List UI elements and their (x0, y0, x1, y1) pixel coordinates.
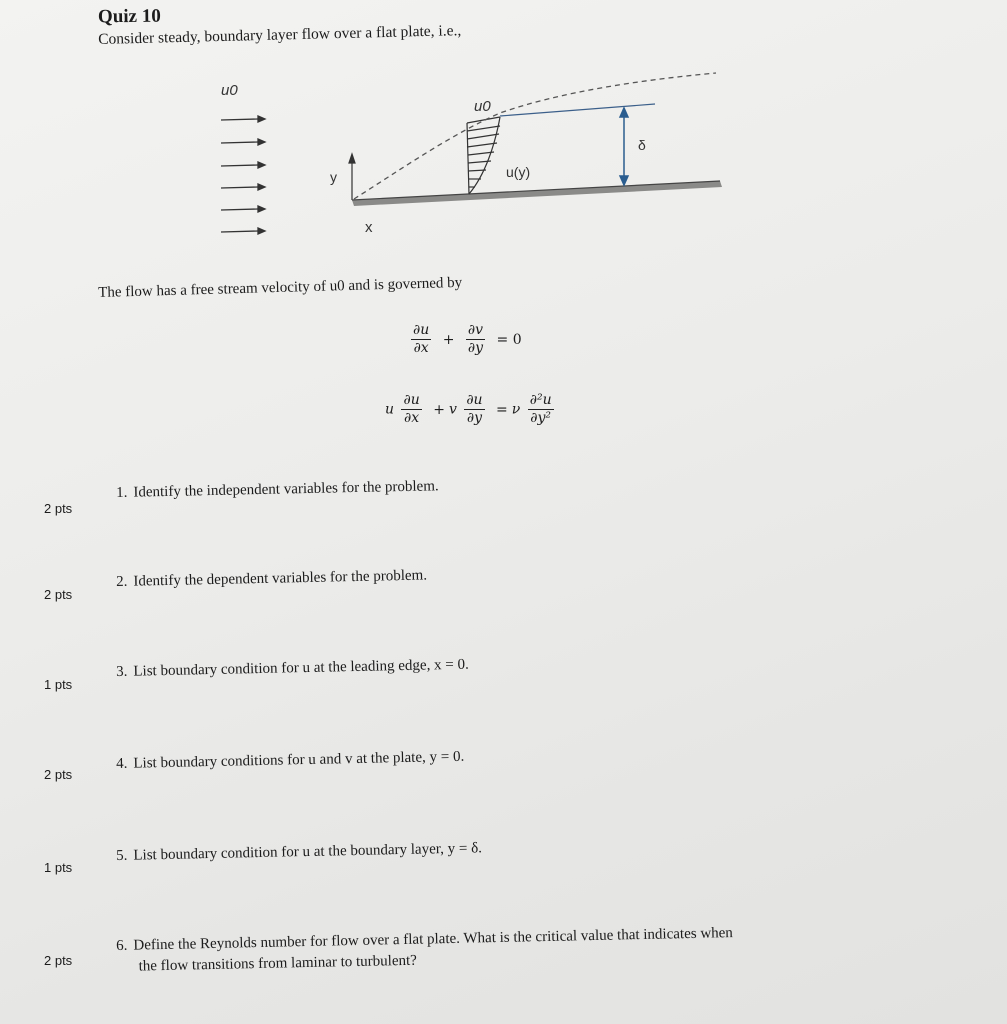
flat-plate (352, 181, 722, 206)
question-2 (116, 557, 916, 591)
question-number: 4. (116, 755, 128, 772)
continuity-equation: $\frac{\partial u}{\partial x}$ + $\frac{\partial v}{\partial y}$ = 0 (413, 322, 522, 356)
question-text: Define the Reynolds number for flow over a flat plate. What is the critical value that indicates when (133, 925, 734, 954)
question-text: Identify the dependent variables for the problem. (133, 567, 428, 590)
delta-arrow (620, 108, 628, 185)
delta-label: δ (638, 137, 646, 153)
intro-text: Consider steady, boundary layer flow over a flat plate, i.e., (98, 22, 462, 48)
question-4 (116, 739, 916, 773)
boundary-layer-edge (354, 73, 716, 199)
question-3 (116, 647, 916, 681)
question-number: 6. (116, 937, 128, 954)
u0-left-label: u0 (221, 82, 238, 99)
question-text: List boundary conditions for u and v at the plate, y = 0. (133, 748, 465, 772)
y-axis-label: y (330, 169, 337, 185)
free-stream-arrows (221, 116, 265, 234)
u-of-y-label: u(y) (506, 164, 531, 180)
points-label-2: 2 pts (44, 587, 73, 602)
question-5 (116, 831, 916, 865)
question-text: List boundary condition for u at the boundary layer, y = δ. (133, 840, 483, 864)
flow-description: The flow has a free stream velocity of u0 and is governed by (98, 274, 463, 301)
quiz-title: Quiz 10 (97, 5, 161, 28)
u0-top-label: u0 (474, 98, 491, 115)
question-6 (116, 919, 917, 978)
points-label-3: 1 pts (44, 677, 73, 692)
question-number: 3. (116, 663, 128, 680)
question-number: 2. (116, 573, 128, 590)
question-text: List boundary condition for u at the leading edge, x = 0. (133, 656, 469, 680)
points-label-1: 2 pts (44, 501, 73, 516)
points-label-5: 1 pts (44, 860, 73, 875)
question-1 (116, 468, 916, 502)
question-number: 5. (116, 847, 128, 864)
velocity-profile (467, 117, 500, 194)
question-text-continued: the flow transitions from laminar to turbulent? (138, 952, 418, 975)
points-label-4: 2 pts (44, 767, 73, 782)
x-axis-label: x (365, 219, 373, 236)
question-number: 1. (116, 484, 128, 501)
points-label-6: 2 pts (44, 953, 73, 968)
boundary-layer-diagram (0, 0, 1007, 260)
question-text: Identify the independent variables for the problem. (133, 478, 439, 501)
y-axis (349, 154, 355, 200)
momentum-equation: u $\frac{\partial u}{\partial x}$ + v $\frac{\partial u}{\partial y}$ = ν $\frac{\text{∂²u}}{\text{∂y²}}$ (385, 392, 552, 426)
